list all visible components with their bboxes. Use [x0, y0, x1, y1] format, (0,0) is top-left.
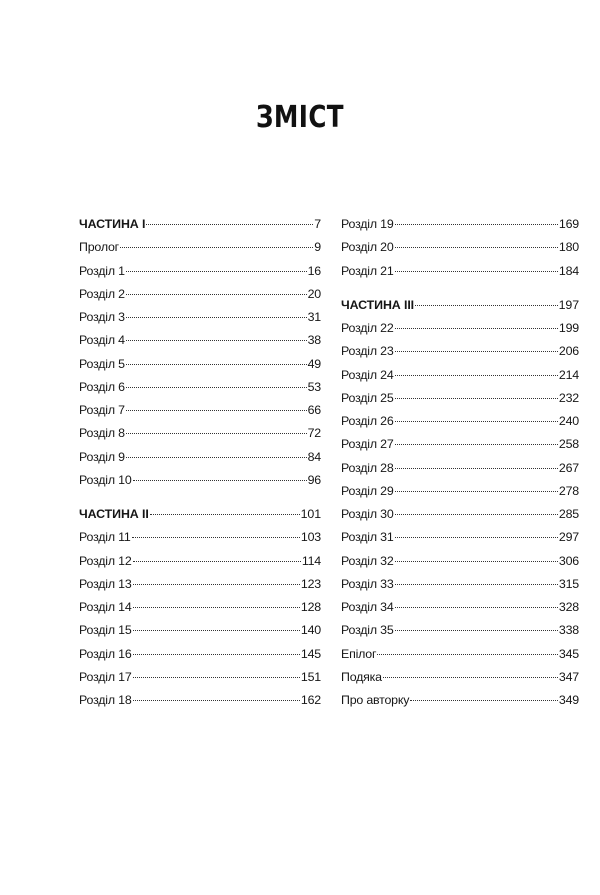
- toc-entry-page: 151: [300, 669, 321, 684]
- toc-entry-label: Розділ 15: [79, 623, 132, 638]
- toc-dot-leader: [395, 491, 558, 492]
- toc-entry: [341, 340, 579, 363]
- toc-entry-label: Розділ 14: [79, 600, 132, 614]
- toc-entry-page: 338: [558, 623, 579, 638]
- toc-entry: [341, 573, 579, 596]
- toc-entry-label: Розділ 29: [341, 483, 394, 498]
- toc-entry-page: 38: [307, 333, 321, 348]
- toc-dot-leader: [133, 607, 300, 608]
- toc-entry: [79, 666, 321, 689]
- toc-entry-label: Розділ 32: [341, 553, 394, 568]
- toc-entry-label: Подяка: [341, 669, 382, 684]
- toc-entry: [79, 446, 321, 469]
- toc-entry: [79, 376, 321, 399]
- toc-entry-page: 267: [558, 460, 579, 475]
- toc-dot-leader: [395, 537, 558, 538]
- toc-entry: [341, 619, 579, 642]
- toc-entry-page: 103: [300, 530, 321, 545]
- toc-entry-page: 184: [558, 263, 579, 278]
- toc-entry-label: Розділ 2: [79, 286, 125, 301]
- toc-part-entry: [341, 294, 579, 317]
- toc-entry-page: 128: [300, 600, 321, 614]
- toc-entry-page: 297: [558, 530, 579, 545]
- toc-entry-label: Розділ 1: [79, 263, 125, 278]
- toc-entry-label: Розділ 9: [79, 449, 125, 464]
- toc-dot-leader: [395, 271, 558, 272]
- toc-part-entry: [79, 503, 321, 526]
- toc-dot-leader: [395, 584, 558, 585]
- toc-entry-page: 306: [558, 553, 579, 568]
- toc-entry: [341, 213, 579, 236]
- toc-entry-page: 315: [558, 576, 579, 591]
- toc-entry: [79, 596, 321, 619]
- toc-entry: [79, 643, 321, 666]
- toc-entry: [341, 480, 579, 503]
- toc-entry-page: 278: [558, 483, 579, 498]
- toc-dot-leader: [383, 677, 558, 678]
- toc-dot-leader: [126, 457, 307, 458]
- toc-entry: [341, 596, 579, 619]
- toc-entry: [341, 433, 579, 456]
- toc-entry-label: Розділ 10: [79, 472, 132, 487]
- toc-dot-leader: [395, 444, 558, 445]
- toc-entry-label: Розділ 12: [79, 553, 132, 568]
- toc-dot-leader: [132, 537, 300, 538]
- toc-entry-label: Розділ 6: [79, 379, 125, 394]
- toc-entry-page: 31: [307, 310, 321, 324]
- toc-entry: [79, 619, 321, 642]
- toc-entry-label: Розділ 19: [341, 217, 394, 231]
- toc-entry-label: Розділ 18: [79, 693, 132, 707]
- toc-entry-page: 206: [558, 344, 579, 359]
- toc-entry-label: Розділ 26: [341, 414, 394, 428]
- toc-entry-label: Розділ 25: [341, 390, 394, 405]
- toc-dot-leader: [395, 247, 558, 248]
- toc-entry-page: 240: [558, 414, 579, 428]
- toc-dot-leader: [133, 584, 300, 585]
- toc-dot-leader: [395, 398, 558, 399]
- toc-entry: [79, 573, 321, 596]
- toc-entry: [341, 643, 579, 666]
- toc-entry-page: 214: [558, 367, 579, 382]
- toc-entry: [79, 689, 321, 712]
- toc-entry-label: Епілог: [341, 646, 377, 661]
- toc-entry-page: 53: [307, 379, 321, 394]
- toc-dot-leader: [133, 630, 300, 631]
- toc-entry-page: 285: [558, 507, 579, 521]
- toc-dot-leader: [395, 561, 558, 562]
- toc-entry-page: 258: [558, 437, 579, 452]
- toc-entry-page: 20: [307, 286, 321, 301]
- toc-part-entry: [79, 213, 321, 236]
- toc-right-column: [341, 213, 579, 712]
- toc-entry: [79, 399, 321, 422]
- toc-entry-label: Розділ 22: [341, 321, 394, 335]
- toc-entry-page: 328: [558, 600, 579, 614]
- toc-entry: [341, 387, 579, 410]
- toc-dot-leader: [133, 480, 307, 481]
- toc-dot-leader: [126, 387, 307, 388]
- toc-dot-leader: [126, 340, 307, 341]
- toc-entry: [79, 260, 321, 283]
- toc-dot-leader: [395, 630, 558, 631]
- toc-entry: [341, 503, 579, 526]
- toc-entry-label: Пролог: [79, 240, 119, 255]
- toc-entry: [79, 526, 321, 549]
- toc-entry-label: Розділ 21: [341, 263, 394, 278]
- toc-entry-page: 114: [301, 553, 321, 568]
- toc-entry-label: Розділ 31: [341, 530, 394, 545]
- toc-dot-leader: [126, 364, 307, 365]
- toc-entry: [341, 689, 579, 712]
- toc-entry-page: 232: [558, 390, 579, 405]
- toc-entry-label: Розділ 33: [341, 576, 394, 591]
- toc-entry-label: Розділ 17: [79, 669, 132, 684]
- toc-entry-page: 347: [558, 669, 579, 684]
- toc-entry-label: ЧАСТИНА І: [79, 217, 146, 231]
- toc-dot-leader: [395, 375, 558, 376]
- toc-entry-page: 349: [558, 693, 579, 707]
- toc-entry-page: 123: [300, 576, 321, 591]
- toc-dot-leader: [395, 468, 558, 469]
- toc-dot-leader: [126, 294, 307, 295]
- toc-entry: [341, 457, 579, 480]
- page-title: ЗМІСТ: [256, 100, 344, 135]
- toc-entry-page: 7: [314, 217, 321, 231]
- toc-entry: [341, 666, 579, 689]
- toc-entry-label: Розділ 16: [79, 646, 132, 661]
- toc-entry-label: Розділ 5: [79, 356, 125, 371]
- toc-dot-leader: [395, 224, 558, 225]
- toc-entry-label: Розділ 3: [79, 310, 125, 324]
- toc-entry: [79, 469, 321, 492]
- toc-entry-label: Розділ 4: [79, 333, 125, 348]
- toc-entry-page: 180: [558, 240, 579, 255]
- toc-entry-label: Розділ 20: [341, 240, 394, 255]
- toc-dot-leader: [146, 224, 313, 225]
- toc-dot-leader: [120, 247, 313, 248]
- toc-entry-page: 140: [300, 623, 321, 638]
- toc-entry: [341, 260, 579, 283]
- toc-entry: [79, 353, 321, 376]
- toc-entry-label: Розділ 24: [341, 367, 394, 382]
- toc-dot-leader: [395, 607, 558, 608]
- toc-dot-leader: [410, 700, 558, 701]
- toc-entry-label: Розділ 13: [79, 576, 132, 591]
- toc-entry-label: Розділ 23: [341, 344, 394, 359]
- toc-entry-page: 145: [300, 646, 321, 661]
- toc-entry-page: 101: [300, 507, 321, 521]
- toc-dot-leader: [415, 305, 558, 306]
- toc-entry-label: ЧАСТИНА ІІ: [79, 507, 149, 521]
- toc-entry-label: Розділ 34: [341, 600, 394, 614]
- toc-entry-page: 16: [307, 263, 321, 278]
- toc-entry-label: Розділ 27: [341, 437, 394, 452]
- toc-dot-leader: [133, 561, 301, 562]
- toc-dot-leader: [395, 421, 558, 422]
- toc-entry-page: 96: [307, 472, 321, 487]
- toc-entry-label: Розділ 11: [79, 530, 131, 545]
- toc-entry-page: 9: [314, 240, 321, 255]
- toc-dot-leader: [377, 654, 558, 655]
- toc-entry: [341, 550, 579, 573]
- toc-entry-page: 72: [307, 426, 321, 441]
- toc-entry-label: Розділ 28: [341, 460, 394, 475]
- toc-dot-leader: [133, 677, 300, 678]
- toc-dot-leader: [395, 328, 558, 329]
- toc-entry: [79, 236, 321, 259]
- toc-entry-label: Про авторку: [341, 693, 410, 707]
- toc-entry: [79, 306, 321, 329]
- toc-dot-leader: [126, 433, 307, 434]
- toc-entry-page: 169: [558, 217, 579, 231]
- toc-entry-page: 66: [307, 403, 321, 417]
- toc-dot-leader: [395, 514, 558, 515]
- toc-dot-leader: [133, 700, 300, 701]
- toc-entry-label: Розділ 8: [79, 426, 125, 441]
- toc-dot-leader: [126, 317, 307, 318]
- toc-entry: [341, 364, 579, 387]
- toc-entry: [341, 410, 579, 433]
- toc-entry-page: 199: [558, 321, 579, 335]
- toc-entry: [79, 329, 321, 352]
- toc-entry-page: 84: [307, 449, 321, 464]
- toc-entry-label: Розділ 7: [79, 403, 125, 417]
- toc-dot-leader: [150, 514, 300, 515]
- toc-entry-label: Розділ 30: [341, 507, 394, 521]
- toc-entry-page: 162: [300, 693, 321, 707]
- toc-entry: [341, 526, 579, 549]
- toc-entry-page: 345: [558, 646, 579, 661]
- toc-entry-page: 49: [307, 356, 321, 371]
- toc-dot-leader: [133, 654, 300, 655]
- toc-entry-label: Розділ 35: [341, 623, 394, 638]
- toc-entry: [79, 283, 321, 306]
- toc-left-column: [79, 213, 321, 712]
- toc-entry-page: 197: [558, 297, 579, 312]
- toc-dot-leader: [395, 351, 558, 352]
- toc-entry: [79, 550, 321, 573]
- toc-dot-leader: [126, 271, 307, 272]
- toc-entry: [79, 422, 321, 445]
- toc-entry-label: ЧАСТИНА ІІІ: [341, 297, 415, 312]
- toc-entry: [341, 236, 579, 259]
- toc-entry: [341, 317, 579, 340]
- toc-dot-leader: [126, 410, 307, 411]
